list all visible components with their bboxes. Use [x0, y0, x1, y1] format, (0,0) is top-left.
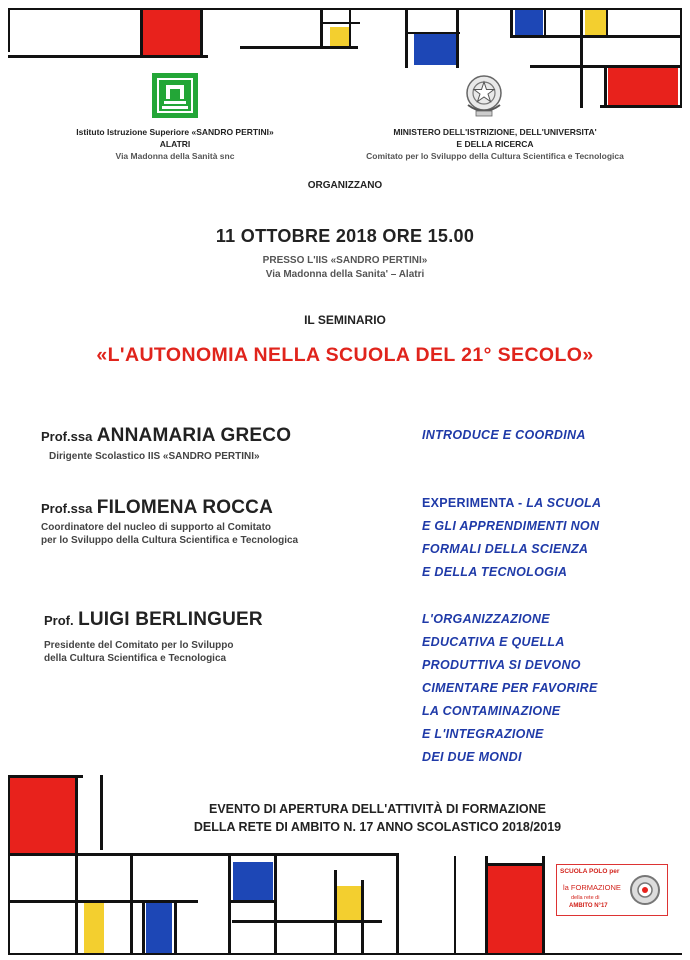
speaker-3-role [44, 639, 233, 665]
school-logo [152, 73, 198, 118]
topic-line: PRODUTTIVA SI DEVONO [422, 658, 581, 672]
speaker-3-role-line: della Cultura Scientifica e Tecnologica [44, 653, 227, 664]
school-name: Istituto Istruzione Superiore «SANDRO PERTINI» [76, 127, 274, 137]
speaker-2-role-line: Coordinatore del nucleo di supporto al Comitato [41, 522, 272, 533]
venue [0, 254, 690, 282]
footer-text [0, 800, 690, 836]
topic-line: EXPERIMENTA - LA SCUOLA [422, 496, 602, 510]
speaker-3-topic [422, 608, 598, 769]
committee-name: Comitato per lo Sviluppo della Cultura Scientifica e Tecnologica [366, 151, 624, 161]
speaker-1 [41, 425, 291, 447]
topic-line: INTRODUCE E COORDINA [422, 428, 586, 442]
topic-line: DEI DUE MONDI [422, 750, 522, 764]
badge-line1: SCUOLA POLO per [560, 868, 620, 875]
ministry-name-2: E DELLA RICERCA [456, 139, 534, 149]
speaker-2-role-line: per lo Sviluppo della Cultura Scientifica e Tecnologica [41, 535, 299, 546]
topic-line: E DELLA TECNOLOGIA [422, 565, 568, 579]
badge-line2: la FORMAZIONE [563, 883, 621, 892]
speaker-2-topic [422, 492, 601, 584]
topic-line: LA CONTAMINAZIONE [422, 704, 561, 718]
header-right [340, 126, 650, 162]
gear-icon [627, 871, 663, 909]
footer-line2: DELLA RETE DI AMBITO N. 17 ANNO SCOLASTICO 2018/2019 [193, 820, 562, 834]
speaker-3-role-line: Presidente del Comitato per lo Sviluppo [44, 640, 234, 651]
speaker-1-name: ANNAMARIA GRECO [96, 425, 292, 446]
speaker-3-prefix: Prof. [44, 613, 74, 628]
speaker-3 [44, 609, 263, 631]
topic-line: L'ORGANIZZAZIONE [422, 612, 550, 626]
speaker-1-role-line: Dirigente Scolastico IIS «SANDRO PERTINI» [49, 451, 260, 462]
topic-line: FORMALI DELLA SCIENZA [422, 542, 589, 556]
event-date-time: 11 OTTOBRE 2018 ORE 15.00 [215, 226, 475, 246]
speaker-1-role [49, 450, 260, 463]
topic-line: EDUCATIVA E QUELLA [422, 635, 565, 649]
speaker-2 [41, 497, 273, 519]
speaker-2-prefix: Prof.ssa [41, 501, 93, 516]
school-address: Via Madonna della Sanità snc [115, 151, 235, 161]
speaker-1-prefix: Prof.ssa [41, 429, 93, 444]
italian-republic-emblem-icon [462, 71, 506, 119]
topic-line: E GLI APPRENDIMENTI NON [422, 519, 600, 533]
seminar-title: «L'AUTONOMIA NELLA SCUOLA DEL 21° SECOLO» [96, 344, 594, 366]
badge-line3: della rete di [571, 895, 600, 901]
speaker-2-name: FILOMENA ROCCA [96, 497, 274, 518]
badge-line4: AMBITO N°17 [569, 903, 608, 909]
ministry-name: MINISTERO DELL'ISTRIZIONE, DELL'UNIVERSITA' [393, 127, 597, 137]
school-city: ALATRI [159, 139, 191, 149]
topic-line: CIMENTARE PER FAVORIRE [422, 681, 598, 695]
speaker-2-role [41, 521, 298, 547]
footer-line1: EVENTO DI APERTURA DELL'ATTIVITÀ DI FORMAZIONE [209, 802, 546, 816]
formazione-badge [556, 864, 668, 916]
venue-line1: PRESSO L'IIS «SANDRO PERTINI» [262, 255, 428, 266]
header-left [40, 126, 310, 162]
venue-line2: Via Madonna della Sanita' – Alatri [265, 269, 425, 280]
speaker-3-name: LUIGI BERLINGUER [78, 609, 263, 630]
topic-line: E L'INTEGRAZIONE [422, 727, 544, 741]
speaker-1-topic [422, 424, 586, 447]
seminar-label: IL SEMINARIO [304, 313, 386, 327]
organizzano-label: ORGANIZZANO [307, 180, 383, 191]
